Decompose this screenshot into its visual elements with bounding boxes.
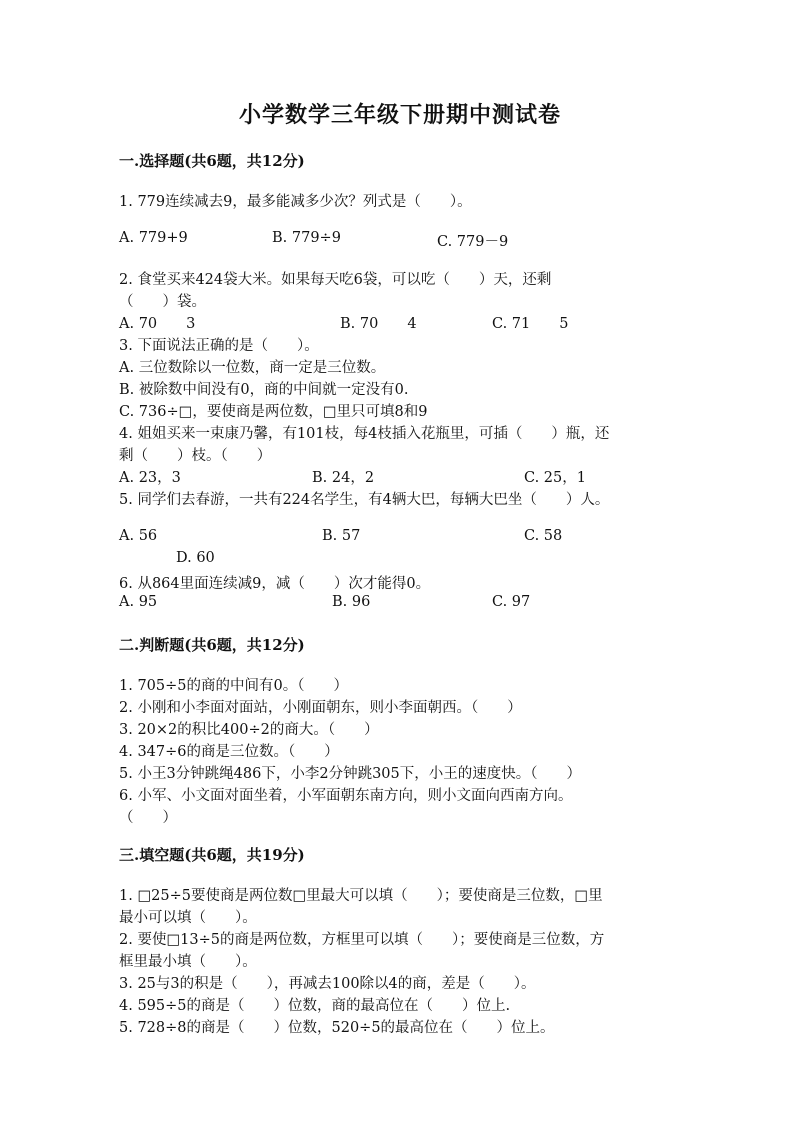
question-2-option-a: A. 70 3 <box>119 316 196 332</box>
question-3-stem: 3. 下面说法正确的是（ ）。 <box>119 338 319 354</box>
question-5-option-d: D. 60 <box>176 550 215 566</box>
question-4-option-b: B. 24，2 <box>312 470 375 486</box>
fill-item-2-line-1: 2. 要使□13÷5的商是两位数，方框里可以填（ ）；要使商是三位数，方 <box>119 932 605 948</box>
question-6-option-c: C. 97 <box>492 594 531 610</box>
judge-item-6-line-1: 6. 小军、小文面对面坐着，小军面朝东南方向，则小文面向西南方向。 <box>119 788 573 804</box>
question-6-stem: 6. 从864里面连续减9，减（ ）次才能得0。 <box>119 576 431 592</box>
fill-item-4: 4. 595÷5的商是（ ）位数，商的最高位在（ ）位上. <box>119 998 511 1014</box>
question-2-stem-line-2: （ ）袋。 <box>119 294 206 310</box>
question-2-option-b: B. 70 4 <box>340 316 417 332</box>
question-6-option-b: B. 96 <box>332 594 371 610</box>
exam-title: 小学数学三年级下册期中测试卷 <box>238 102 561 128</box>
question-2-option-c: C. 71 5 <box>492 316 569 332</box>
question-5-stem: 5. 同学们去春游，一共有224名学生，有4辆大巴，每辆大巴坐（ ）人。 <box>119 492 610 508</box>
question-4-option-c: C. 25，1 <box>524 470 586 486</box>
question-1-stem: 1. 779连续减去9，最多能减多少次？列式是（ ）。 <box>119 194 472 210</box>
judge-item-2: 2. 小刚和小李面对面站，小刚面朝东，则小李面朝西。（ ） <box>119 700 522 716</box>
fill-item-1-line-2: 最小可以填（ ）。 <box>119 910 257 926</box>
question-4-stem-line-1: 4. 姐姐买来一束康乃馨，有101枝，每4枝插入花瓶里，可插（ ）瓶，还 <box>119 426 610 442</box>
section-heading-choice: 一.选择题(共6题，共12分) <box>119 152 305 170</box>
question-2-stem-line-1: 2. 食堂买来424袋大米。如果每天吃6袋，可以吃（ ）天，还剩 <box>119 272 552 288</box>
question-1-option-b: B. 779÷9 <box>272 230 341 246</box>
judge-item-5: 5. 小王3分钟跳绳486下，小李2分钟跳305下，小王的速度快。（ ） <box>119 766 581 782</box>
question-4-option-a: A. 23，3 <box>119 470 181 486</box>
section-heading-true-false: 二.判断题(共6题，共12分) <box>119 636 305 654</box>
section-heading-fill-blank: 三.填空题(共6题，共19分) <box>119 846 305 864</box>
judge-item-3: 3. 20×2的积比400÷2的商大。（ ） <box>119 722 379 738</box>
fill-item-3: 3. 25与3的积是（ ），再减去100除以4的商，差是（ ）。 <box>119 976 536 992</box>
question-3-option-b: B. 被除数中间没有0，商的中间就一定没有0. <box>119 382 409 398</box>
fill-item-2-line-2: 框里最小填（ ）。 <box>119 954 257 970</box>
question-4-stem-line-2: 剩（ ）枝。（ ） <box>119 448 272 464</box>
judge-item-4: 4. 347÷6的商是三位数。（ ） <box>119 744 339 760</box>
question-5-option-a: A. 56 <box>119 528 158 544</box>
fill-item-1-line-1: 1. □25÷5要使商是两位数□里最大可以填（ ）；要使商是三位数，□里 <box>119 888 603 904</box>
question-3-option-a: A. 三位数除以一位数，商一定是三位数。 <box>119 360 386 376</box>
question-1-option-a: A. 779+9 <box>119 230 188 246</box>
question-3-option-c: C. 736÷□，要使商是两位数，□里只可填8和9 <box>119 404 428 420</box>
question-6-option-a: A. 95 <box>119 594 158 610</box>
judge-item-1: 1. 705÷5的商的中间有0。（ ） <box>119 678 348 694</box>
judge-item-6-line-2: （ ） <box>119 810 177 826</box>
question-5-option-c: C. 58 <box>524 528 563 544</box>
question-5-option-b: B. 57 <box>322 528 361 544</box>
fill-item-5: 5. 728÷8的商是（ ）位数，520÷5的最高位在（ ）位上。 <box>119 1020 555 1036</box>
question-1-option-c: C. 779－9 <box>437 234 509 250</box>
